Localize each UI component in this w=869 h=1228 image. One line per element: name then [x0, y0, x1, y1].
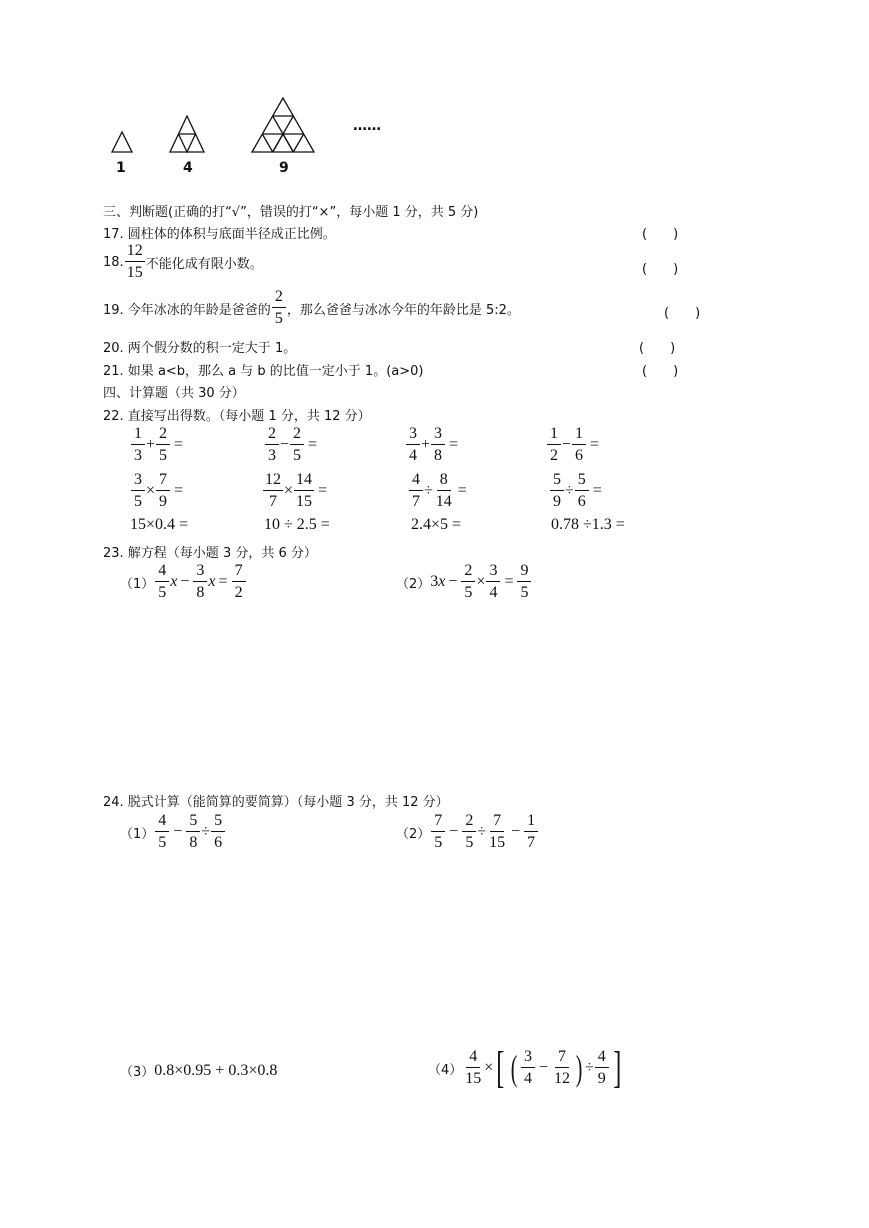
- q22-item-5: $\frac{3}{5}$ × $\frac{7}{9}$ =: [130, 472, 186, 510]
- q24-expression-2: （2） $\frac{7}{5}$ − $\frac{2}{5}$ ÷ $\frac{7}{15}$ − $\frac{1}{7}$: [396, 813, 539, 851]
- triangle-stage-9: [252, 98, 314, 152]
- question-24-title: 24. 脱式计算（能简算的要简算）（每小题 3 分，共 12 分）: [103, 795, 449, 810]
- fraction-2-5: $\frac{2}{5}$: [272, 289, 286, 327]
- figure-label-4: 4: [183, 160, 193, 176]
- question-18: [103, 243, 263, 281]
- q22-item-6: $\frac{12}{7}$ × $\frac{14}{15}$ =: [265, 471, 328, 510]
- figure-label-1: 1: [116, 160, 126, 176]
- question-19: [103, 289, 520, 327]
- answer-paren-17: ( ): [642, 227, 679, 242]
- question-20: 20. 两个假分数的积一定大于 1。: [103, 341, 297, 356]
- question-21: 21. 如果 a<b，那么 a 与 b 的比值一定小于 1。(a>0): [103, 364, 424, 379]
- triangle-pattern-figure: [100, 92, 400, 182]
- question-18-number: 18.: [103, 254, 124, 270]
- q22-item-10: 10 ÷ 2.5 =: [264, 516, 330, 533]
- q22-item-3: $\frac{3}{4}$ + $\frac{3}{8}$ =: [405, 426, 461, 464]
- section4-heading: 四、计算题（共 30 分）: [103, 386, 245, 401]
- q22-item-2: $\frac{2}{3}$ − $\frac{2}{5}$ =: [264, 426, 320, 464]
- answer-paren-20: ( ): [639, 341, 676, 356]
- triangle-stage-4: [170, 116, 204, 152]
- question-18-text: 不能化成有限小数。: [145, 256, 263, 272]
- section3-heading: 三、判断题(正确的打“√”，错误的打“×”，每小题 1 分，共 5 分): [103, 205, 479, 220]
- q22-item-11: 2.4×5 =: [411, 516, 462, 533]
- question-17: 17. 圆柱体的体积与底面半径成正比例。: [103, 227, 336, 242]
- figure-label-9: 9: [279, 160, 289, 176]
- q24-expression-4: （4） $\frac{4}{15}$ × [ ( $\frac{3}{4}$ − $\frac{7}{12}$ ) ÷ $\frac{4}{9}$ ]: [428, 1043, 622, 1092]
- question-19-pre: 19. 今年冰冰的年龄是爸爸的: [103, 302, 271, 318]
- q22-item-12: 0.78 ÷1.3 =: [551, 516, 625, 533]
- question-22-title: 22. 直接写出得数。（每小题 1 分，共 12 分）: [103, 409, 371, 424]
- answer-paren-19: ( ): [664, 306, 701, 321]
- q24-expression-1: （1） $\frac{4}{5}$ − $\frac{5}{8}$ ÷ $\frac{5}{6}$: [120, 813, 226, 851]
- figure-ellipsis: ……: [353, 118, 381, 134]
- question-23-title: 23. 解方程（每小题 3 分，共 6 分）: [103, 546, 317, 561]
- q22-item-8: $\frac{5}{9}$ ÷ $\frac{5}{6}$ =: [549, 472, 605, 510]
- q24-expression-3: （3） 0.8×0.95 + 0.3×0.8: [120, 1061, 278, 1080]
- question-19-post: ，那么爸爸与冰冰今年的年龄比是 5:2。: [286, 302, 520, 318]
- answer-paren-21: ( ): [642, 364, 679, 379]
- triangle-stage-1: [112, 132, 132, 152]
- q22-item-1: $\frac{1}{3}$ + $\frac{2}{5}$ =: [130, 426, 186, 464]
- q22-item-4: $\frac{1}{2}$ − $\frac{1}{6}$ =: [546, 426, 602, 464]
- answer-paren-18: ( ): [642, 262, 679, 277]
- q22-item-7: $\frac{4}{7}$ ÷ $\frac{8}{14}$ =: [408, 472, 470, 510]
- q22-item-9: 15×0.4 =: [130, 516, 189, 533]
- fraction-12-15: $\frac{12}{15}$: [126, 242, 143, 281]
- q23-equation-1: （1） $\frac{4}{5}$ x − $\frac{3}{8}$ x = $\frac{7}{2}$: [120, 563, 247, 601]
- q23-equation-2: （2） 3 x − $\frac{2}{5}$ × $\frac{3}{4}$ = $\frac{9}{5}$: [396, 563, 532, 601]
